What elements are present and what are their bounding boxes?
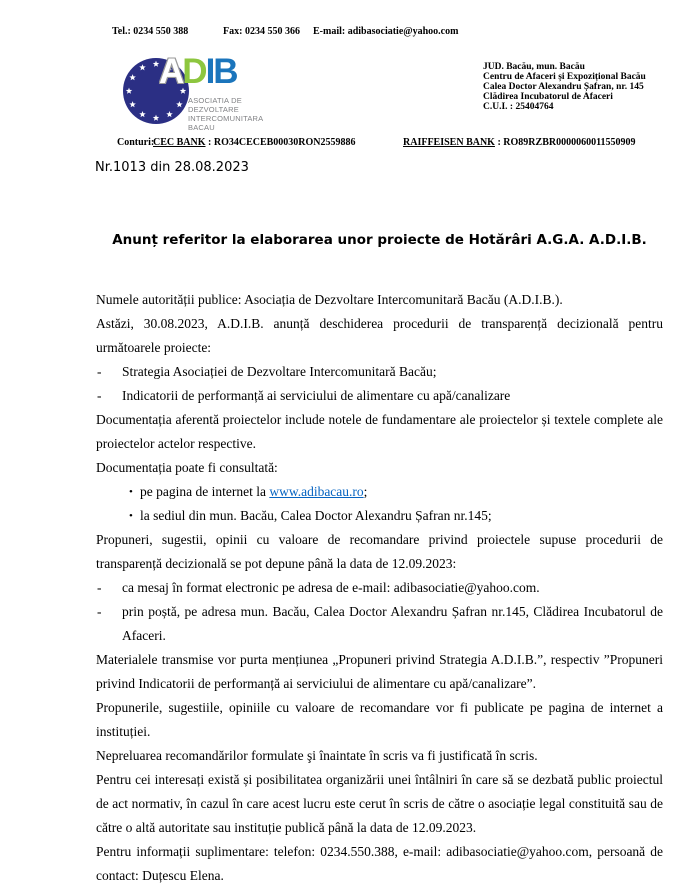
list-item-dash: [96, 384, 663, 408]
list-item-text: ca mesaj în format electronic pe adresa de e-mail: adibasociatie@yahoo.com.: [122, 580, 540, 595]
logo-subtitle-line: INTERCOMUNITARA: [188, 114, 264, 123]
paragraph-meeting: Pentru cei interesați există și posibilitatea organizării unei întâlniri în care să se dezbată public proiectul de act normativ, în cazul în care acest lucru este cerut în scris de către o asociație legal constituită sau de către o altă autoritate sau instituție publică până la data de 12.09.2023.: [96, 772, 663, 835]
logo-letter-d: D: [182, 52, 206, 91]
bullet-marker: •: [129, 486, 133, 498]
document-number: Nr.1013 din 28.08.2023: [95, 160, 249, 175]
accounts-label: Conturi:: [117, 137, 155, 148]
address-line: C.U.I. : 25404764: [483, 102, 554, 112]
list-item-dash: [96, 600, 663, 648]
paragraph-published: Propunerile, sugestiile, opiniile cu valoare de recomandare vor fi publicate pe pagina de internet a instituției.: [96, 700, 663, 739]
paragraph-justification: Nepreluarea recomandărilor formulate şi înaintate în scris va fi justificată în scris.: [96, 748, 538, 763]
address-line: Clădirea Incubatorul de Afaceri: [483, 92, 613, 102]
adib-logo: [122, 52, 282, 135]
bullet-marker: •: [129, 510, 133, 522]
list-item-text: Indicatorii de performanță ai serviciului de alimentare cu apă/canalizare: [122, 388, 511, 403]
list-item-bullet: [96, 480, 663, 504]
header-telephone: Tel.: 0234 550 388: [112, 26, 189, 37]
list-item-text: ;: [363, 484, 368, 499]
paragraph-authority: Numele autorității publice: Asociația de Dezvoltare Intercomunitară Bacău (A.D.I.B.).: [96, 292, 563, 307]
bank-account-raiffeisen: [403, 137, 636, 148]
logo-letter-a: A: [159, 52, 183, 91]
list-item-text: pe pagina de internet la: [140, 484, 270, 499]
paragraph-proposals: Propuneri, sugestii, opinii cu valoare de recomandare privind proiectele supuse procedurii de transparență decizională se pot depune până la data de 12.09.2023:: [96, 532, 663, 571]
document-body: [96, 288, 663, 888]
dash-marker: -: [97, 364, 102, 379]
header-email: E-mail: adibasociatie@yahoo.com: [313, 26, 459, 37]
address-block: [483, 62, 646, 112]
paragraph-documentation: Documentația aferentă proiectelor include notele de fundamentare ale proiectelor și textele complete ale proiectelor actelor respective.: [96, 412, 663, 451]
paragraph-consult: Documentația poate fi consultată:: [96, 460, 278, 475]
logo-subtitle: [188, 96, 263, 132]
logo-subtitle-line: ASOCIATIA DE: [188, 96, 242, 105]
paragraph-mention: Materialele transmise vor purta mențiunea „Propuneri privind Strategia A.D.I.B.”, respectiv ”Propuneri privind Indicatorii de performanță ai serviciului de alimentare cu apă/canalizare”.: [96, 652, 663, 691]
website-link[interactable]: www.adibacau.ro: [269, 484, 364, 499]
address-line: Centru de Afaceri și Expozițional Bacău: [483, 72, 646, 82]
logo-subtitle-line: DEZVOLTARE: [188, 105, 239, 114]
bank-name-cec: CEC BANK: [153, 137, 206, 148]
dash-marker: -: [97, 604, 102, 619]
logo-letter-b: B: [213, 52, 237, 91]
list-item-dash: [96, 576, 663, 600]
dash-marker: -: [97, 388, 102, 403]
header-fax: Fax: 0234 550 366: [223, 26, 300, 37]
dash-marker: -: [97, 580, 102, 595]
address-line: Calea Doctor Alexandru Șafran, nr. 145: [483, 82, 644, 92]
list-item-text: la sediul din mun. Bacău, Calea Doctor Alexandru Șafran nr.145;: [140, 508, 492, 523]
bank-name-raiffeisen: RAIFFEISEN BANK: [403, 137, 495, 148]
address-line: JUD. Bacău, mun. Bacău: [483, 62, 585, 72]
list-item-dash: [96, 360, 663, 384]
logo-subtitle-line: BACAU: [188, 123, 215, 132]
paragraph-contact: Pentru informații suplimentare: telefon: 0234.550.388, e-mail: adibasociatie@yahoo.com, persoană de contact: Duțescu Elena.: [96, 844, 663, 883]
bank-iban-raiffeisen: : RO89RZBR0000060011550909: [494, 137, 636, 148]
list-item-text: Strategia Asociației de Dezvoltare Intercomunitară Bacău;: [122, 364, 437, 379]
paragraph-today: Astăzi, 30.08.2023, A.D.I.B. anunță deschiderea procedurii de transparență decizională pentru următoarele proiecte:: [96, 316, 663, 355]
logo-acronym: [159, 53, 237, 91]
list-item-text: prin poștă, pe adresa mun. Bacău, Calea Doctor Alexandru Șafran nr.145, Clădirea Incubatorul de Afaceri.: [122, 604, 663, 643]
bank-account-cec: [153, 137, 356, 148]
page-title: Anunț referitor la elaborarea unor proiecte de Hotărâri A.G.A. A.D.I.B.: [112, 232, 647, 248]
list-item-bullet: [96, 504, 663, 528]
logo-letter-i: I: [205, 52, 214, 91]
bank-iban-cec: : RO34CECEB00030RON2559886: [205, 137, 356, 148]
